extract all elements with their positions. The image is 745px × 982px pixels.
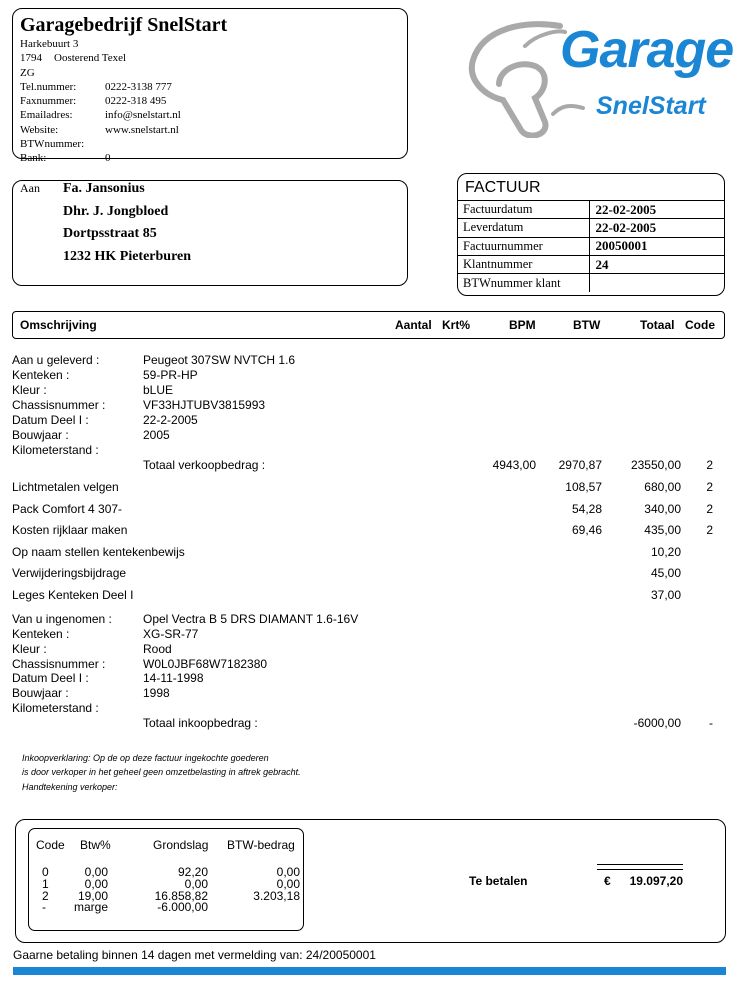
vat-base: -6.000,00	[157, 900, 208, 915]
invoice-details-table	[457, 200, 725, 292]
line-description: Kosten rijklaar maken	[12, 523, 128, 537]
company-detail-row	[20, 151, 181, 165]
vat-code: -	[42, 900, 46, 915]
logo-text-garage: Garage	[560, 21, 734, 79]
invoice-field-value: 22-02-2005	[589, 201, 725, 219]
detail-label: Tel.nummer:	[20, 80, 77, 93]
bottom-accent-bar	[13, 967, 726, 975]
company-postcode-city	[20, 51, 181, 80]
column-header-discount: Krt%	[442, 318, 471, 332]
invoice-title: FACTUUR	[465, 179, 541, 196]
delivered-value: VF33HJTUBV3815993	[143, 398, 266, 412]
vat-rate: 0,00	[84, 865, 108, 879]
vat-summary-bases	[130, 867, 208, 914]
sale-vat: 2970,87	[558, 458, 602, 472]
sale-code: 2	[706, 458, 713, 472]
invoice-field-row	[457, 255, 725, 273]
invoice-field-value: 24	[589, 255, 725, 273]
company-postcode: 1794 ZG	[20, 52, 42, 79]
invoice-field-label: Factuurdatum	[457, 201, 589, 219]
delivered-value: bLUE	[143, 383, 174, 397]
delivered-value: 59-PR-HP	[143, 368, 198, 382]
detail-label: Website:	[20, 123, 59, 136]
sale-bpm: 4943,00	[492, 458, 536, 472]
company-detail-row	[20, 123, 181, 137]
company-detail-row	[20, 108, 181, 122]
column-header-total: Totaal	[640, 318, 675, 332]
delivered-label: Chassisnummer :	[12, 398, 106, 412]
tradein-label: Van u ingenomen :	[12, 612, 112, 626]
tradein-label: Datum Deel I :	[12, 671, 89, 685]
vat-base: 0,00	[184, 876, 208, 891]
delivered-label: Kleur :	[12, 383, 47, 397]
line-code: 2	[706, 480, 713, 494]
tradein-value: Opel Vectra B 5 DRS DIAMANT 1.6-16V	[143, 612, 359, 626]
tradein-label: Kilometerstand :	[12, 701, 99, 715]
company-detail-row	[20, 137, 181, 151]
vat-header-rate: Btw%	[80, 838, 111, 852]
recipient-line: Dortpsstraat 85	[63, 226, 157, 241]
invoice-field-row	[457, 219, 725, 237]
currency-symbol: €	[604, 874, 611, 888]
invoice-field-row	[457, 237, 725, 255]
recipient-line: Dhr. J. Jongbloed	[63, 203, 169, 219]
line-total: 680,00	[644, 480, 681, 494]
invoice-field-label: BTWnummer klant	[457, 274, 589, 292]
company-name: Garagebedrijf SnelStart	[20, 14, 228, 36]
detail-value: 0	[105, 152, 111, 165]
delivered-label: Bouwjaar :	[12, 428, 69, 442]
vat-amount: 0,00	[276, 876, 300, 891]
vat-base: 92,20	[177, 865, 208, 879]
recipient-address	[63, 181, 191, 271]
signature-label: Handtekening verkoper:	[22, 782, 118, 792]
company-address: Harkebuurt 3	[20, 38, 79, 50]
vat-header-code: Code	[36, 838, 65, 852]
column-header-code: Code	[685, 318, 715, 332]
invoice-field-value	[589, 274, 725, 292]
vat-header-base: Grondslag	[153, 838, 209, 852]
vat-rate: 0,00	[84, 876, 108, 891]
column-header-vat: BTW	[573, 318, 601, 332]
tradein-value: 1998	[143, 686, 170, 700]
company-detail-row	[20, 94, 181, 108]
line-description: Leges Kenteken Deel I	[12, 588, 134, 602]
tradein-label: Kleur :	[12, 642, 47, 656]
logo-text-snelstart: SnelStart	[596, 92, 706, 120]
detail-label: Faxnummer:	[20, 95, 77, 108]
tradein-label: Bouwjaar :	[12, 686, 69, 700]
vat-code: 1	[42, 876, 49, 891]
line-total: 45,00	[650, 566, 681, 580]
payment-instruction: Gaarne betaling binnen 14 dagen met vermelding van: 24/20050001	[13, 948, 376, 962]
tradein-code: -	[709, 716, 713, 730]
declaration-line: is door verkoper in het geheel geen omzetbelasting in aftrek gebracht.	[22, 767, 301, 777]
delivered-value: 22-2-2005	[143, 413, 198, 427]
sale-total: 23550,00	[630, 458, 681, 472]
invoice-field-value: 20050001	[589, 237, 725, 255]
line-vat: 69,46	[571, 523, 602, 537]
delivered-label: Kenteken :	[12, 368, 70, 382]
declaration-line: Inkoopverklaring: Op de op deze factuur ingekochte goederen	[22, 753, 269, 763]
detail-value: info@snelstart.nl	[105, 109, 181, 122]
line-code: 2	[706, 523, 713, 537]
vat-rate: marge	[73, 900, 108, 915]
amount-due-rule	[597, 864, 683, 870]
tradein-value: W0L0JBF68W7182380	[143, 657, 268, 671]
delivered-label: Aan u geleverd :	[12, 353, 100, 367]
delivered-value: 2005	[143, 428, 170, 442]
tradein-label: Chassisnummer :	[12, 657, 106, 671]
tradein-value: XG-SR-77	[143, 627, 199, 641]
invoice-field-row	[457, 201, 725, 219]
line-description: Verwijderingsbijdrage	[12, 566, 127, 580]
detail-value: 0222-318 495	[105, 95, 167, 108]
line-total: 435,00	[644, 523, 681, 537]
column-header-bar	[12, 311, 725, 339]
invoice-field-row	[457, 274, 725, 292]
tradein-value: 14-11-1998	[143, 671, 204, 685]
line-total: 37,00	[650, 588, 681, 602]
vat-base: 16.858,82	[154, 888, 208, 903]
invoice-field-label: Leverdatum	[457, 219, 589, 237]
invoice-field-label: Klantnummer	[457, 255, 589, 273]
company-detail-row	[20, 80, 181, 94]
sale-total-label: Totaal verkoopbedrag :	[143, 458, 266, 472]
line-description: Lichtmetalen velgen	[12, 480, 119, 494]
column-header-description: Omschrijving	[20, 318, 97, 332]
column-header-quantity: Aantal	[395, 318, 432, 332]
vat-amount: 0,00	[276, 865, 300, 879]
vat-amount: 3.203,18	[253, 888, 300, 903]
tradein-value: Rood	[143, 642, 172, 656]
line-vat: 108,57	[565, 480, 602, 494]
vat-rate: 19,00	[77, 888, 108, 903]
detail-label: Emailadres:	[20, 109, 73, 122]
recipient-line: 1232 HK Pieterburen	[63, 248, 192, 264]
amount-due-label: Te betalen	[469, 874, 528, 888]
delivered-value: Peugeot 307SW NVTCH 1.6	[143, 353, 296, 367]
detail-label: Bank:	[20, 152, 47, 165]
delivered-label: Kilometerstand :	[12, 443, 99, 457]
vat-summary-codes	[42, 867, 49, 914]
line-description: Pack Comfort 4 307-	[12, 502, 123, 516]
detail-value: 0222-3138 777	[105, 80, 172, 93]
tradein-total-label: Totaal inkoopbedrag :	[143, 716, 258, 730]
detail-value: www.snelstart.nl	[105, 123, 179, 136]
line-vat: 54,28	[571, 502, 602, 516]
invoice-field-label: Factuurnummer	[457, 237, 589, 255]
invoice-field-value: 22-02-2005	[589, 219, 725, 237]
delivered-label: Datum Deel I :	[12, 413, 89, 427]
vat-code: 0	[42, 865, 49, 879]
line-total: 10,20	[650, 545, 681, 559]
company-city: Oosterend Texel	[54, 52, 127, 65]
vat-header-amount: BTW-bedrag	[227, 838, 295, 852]
vat-summary-rates	[64, 867, 108, 914]
tradein-total: -6000,00	[633, 716, 681, 730]
tradein-label: Kenteken :	[12, 627, 70, 641]
amount-due: 19.097,20	[629, 874, 683, 888]
vat-summary-amounts	[222, 867, 300, 902]
line-code: 2	[706, 502, 713, 516]
recipient-label: Aan	[20, 181, 40, 195]
line-total: 340,00	[644, 502, 681, 516]
column-header-bpm: BPM	[509, 318, 536, 332]
detail-label: BTWnummer:	[20, 138, 85, 151]
vat-code: 2	[42, 888, 49, 903]
company-details	[20, 37, 181, 166]
recipient-line: Fa. Jansonius	[63, 181, 145, 196]
line-description: Op naam stellen kentekenbewijs	[12, 545, 185, 559]
